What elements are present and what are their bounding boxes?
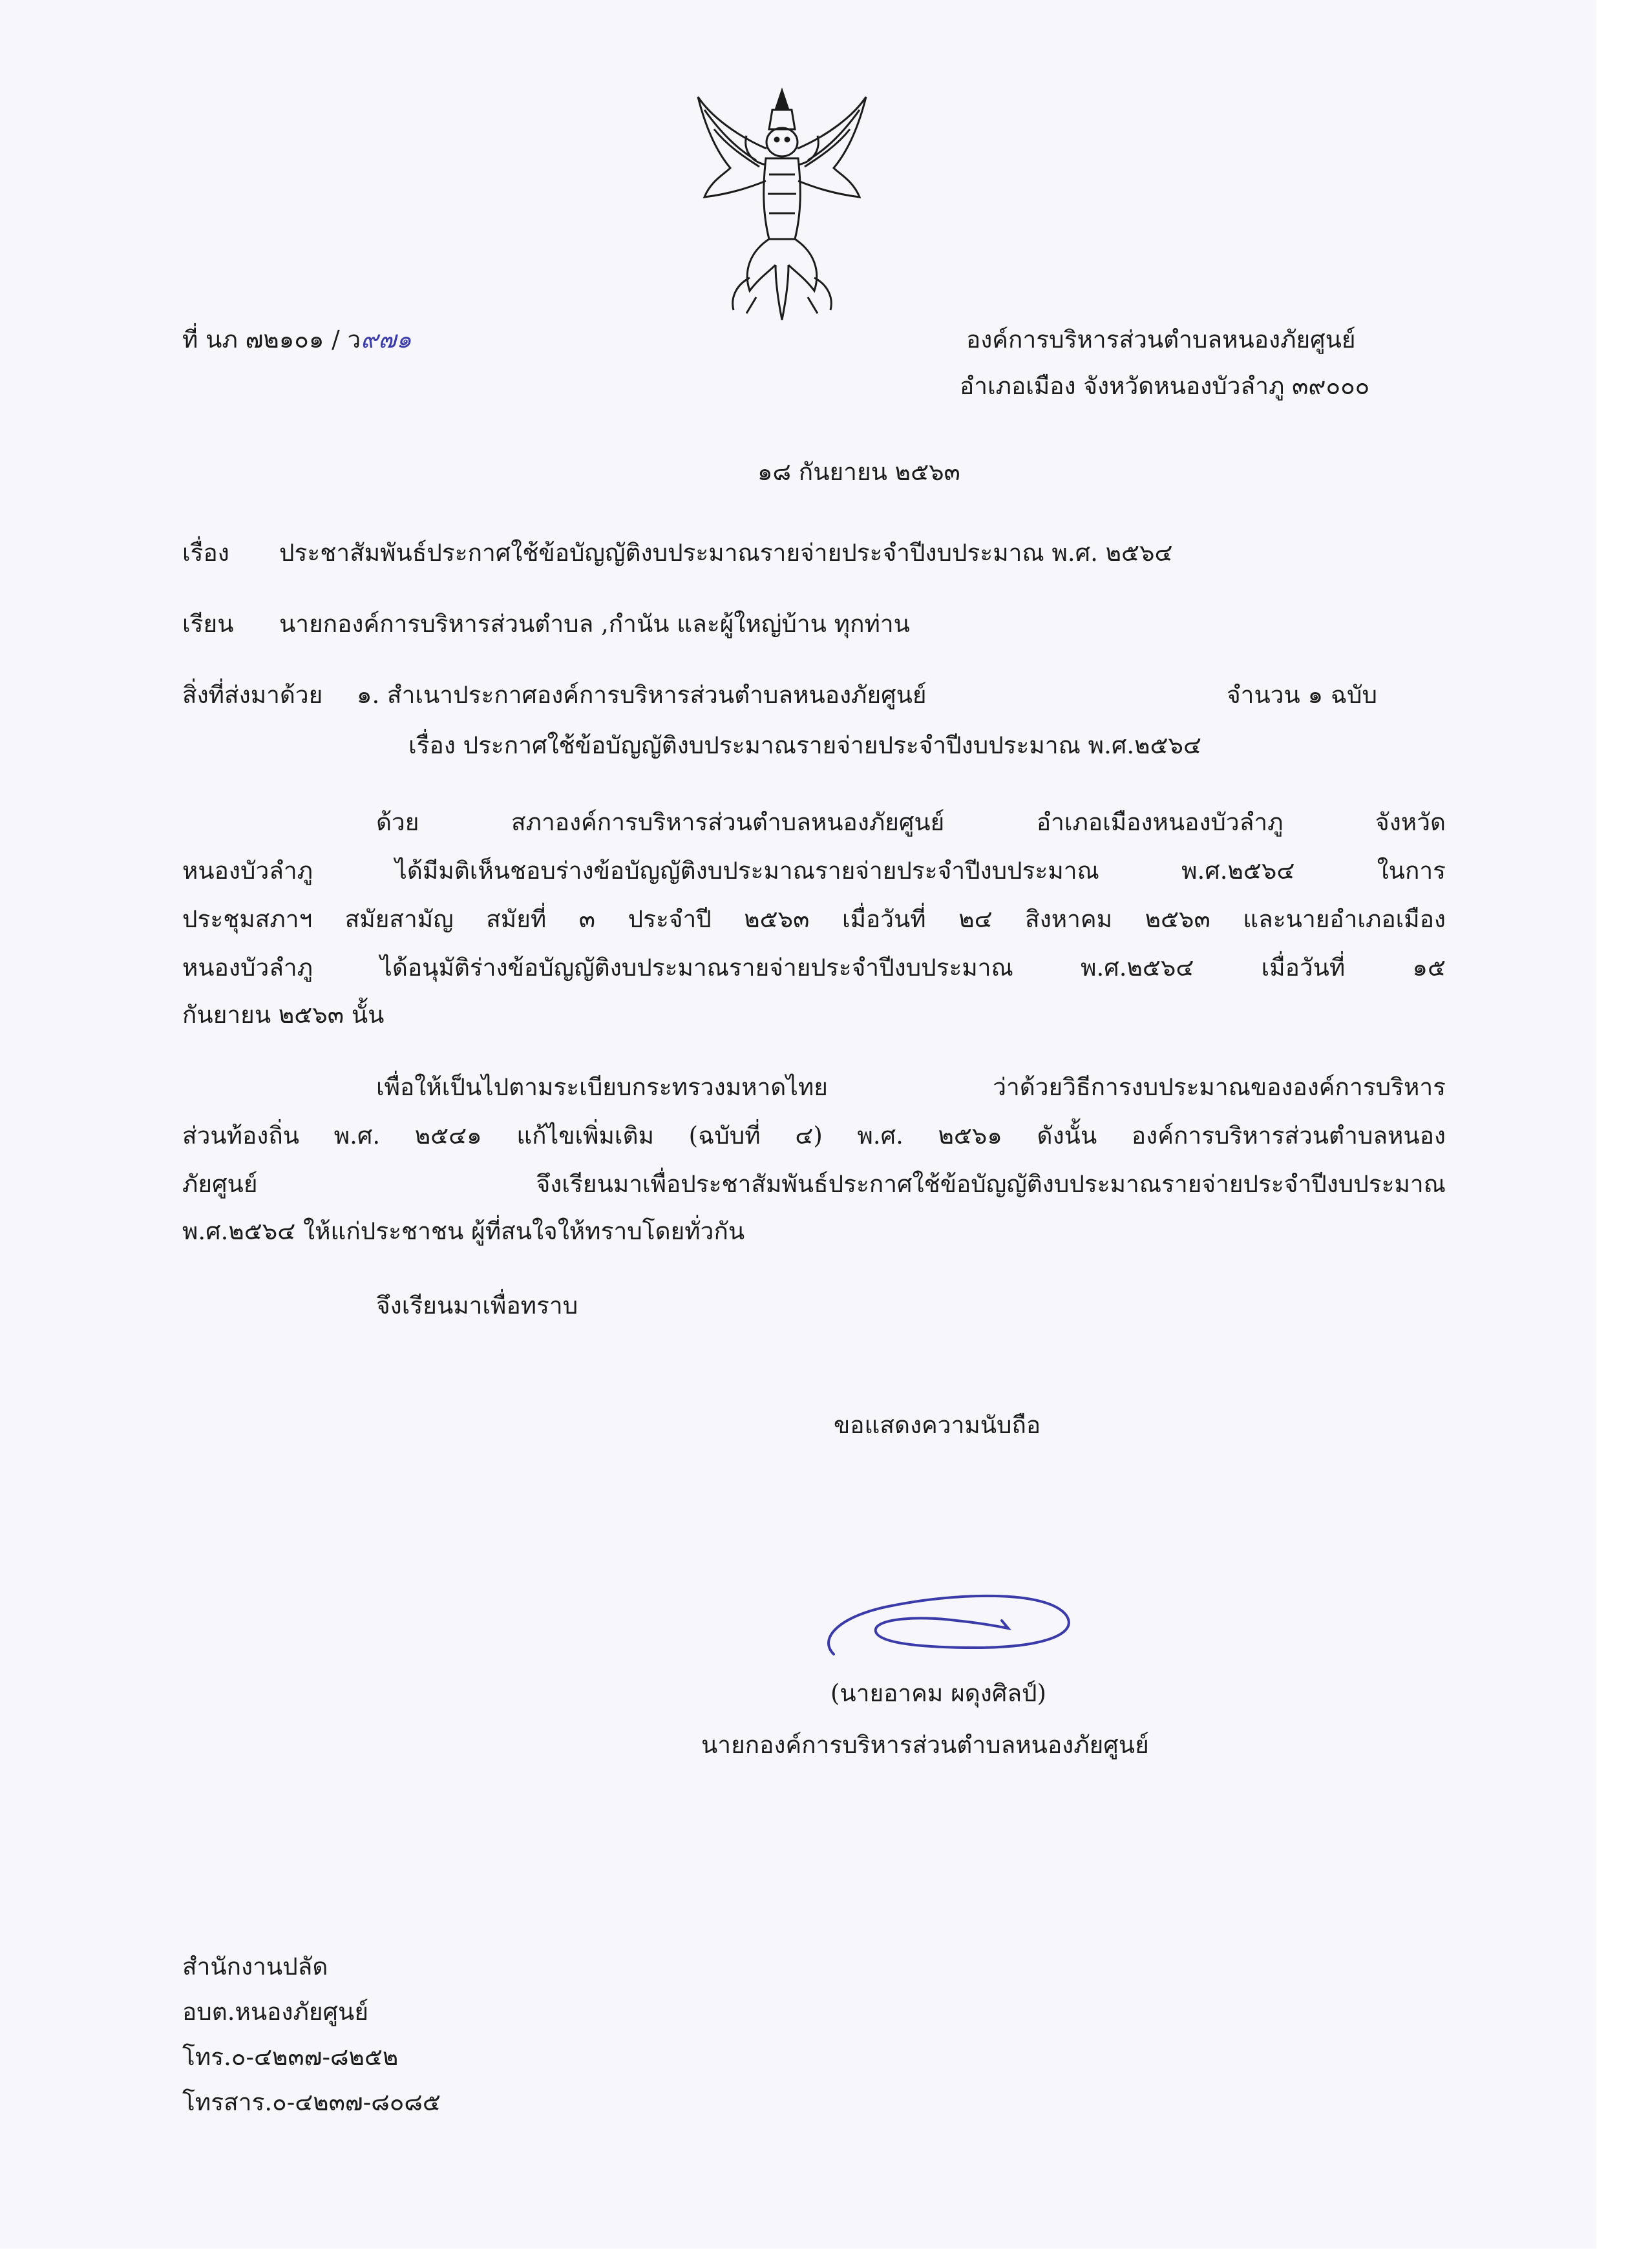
footer-fax: โทรสาร.๐-๔๒๓๗-๘๐๘๕ xyxy=(182,2088,441,2116)
scan-border-right xyxy=(1596,0,1648,2268)
reference-prefix: ที่ นภ ๗๒๑๐๑ / ว xyxy=(182,326,361,353)
recipient-text: นายกองค์การบริหารส่วนตำบล ,กำนัน และผู้ใหญ่บ้าน ทุกท่าน xyxy=(279,610,910,638)
paragraph1-line: ประชุมสภาฯ สมัยสามัญ สมัยที่ ๓ ประจำปี ๒๕๖๓ เมื่อวันที่ ๒๔ สิงหาคม ๒๕๖๓ และนายอำเภอเมือง xyxy=(182,905,1446,933)
paragraph2-line: เพื่อให้เป็นไปตามระเบียบกระทรวงมหาดไทย ว่าด้วยวิธีการงบประมาณขององค์การบริหาร xyxy=(376,1073,1446,1101)
salutation: ขอแสดงความนับถือ xyxy=(834,1411,1041,1439)
signatory-position: นายกองค์การบริหารส่วนตำบลหนองภัยศูนย์ xyxy=(701,1731,1149,1759)
footer-org: อบต.หนองภัยศูนย์ xyxy=(182,1998,368,2026)
paragraph1-line: หนองบัวลำภู ได้อนุมัติร่างข้อบัญญัติงบประมาณรายจ่ายประจำปีงบประมาณ พ.ศ.๒๕๖๔ เมื่อวันที่ ๑๕ xyxy=(182,954,1446,982)
signature-icon xyxy=(814,1577,1086,1674)
subject-label: เรื่อง xyxy=(182,539,229,567)
enclosure-item: ๑. สำเนาประกาศองค์การบริหารส่วนตำบลหนองภัยศูนย์ xyxy=(357,681,927,709)
paragraph2-line: ส่วนท้องถิ่น พ.ศ. ๒๕๔๑ แก้ไขเพิ่มเติม (ฉบับที่ ๔) พ.ศ. ๒๕๖๑ ดังนั้น องค์การบริหารส่วนตำบลหนอง xyxy=(182,1122,1446,1150)
paragraph1-line: ด้วย สภาองค์การบริหารส่วนตำบลหนองภัยศูนย์ อำเภอเมืองหนองบัวลำภู จังหวัด xyxy=(376,808,1446,836)
signatory-name: (นายอาคม ผดุงศิลป์) xyxy=(830,1679,1046,1707)
footer-office: สำนักงานปลัด xyxy=(182,1953,328,1980)
garuda-emblem-icon xyxy=(685,84,879,330)
subject-text: ประชาสัมพันธ์ประกาศใช้ข้อบัญญัติงบประมาณรายจ่ายประจำปีงบประมาณ พ.ศ. ๒๕๖๔ xyxy=(279,539,1173,567)
enclosure-label: สิ่งที่ส่งมาด้วย xyxy=(182,681,323,709)
letter-date: ๑๘ กันยายน ๒๕๖๓ xyxy=(757,458,960,486)
paragraph2-line: ภัยศูนย์ จึงเรียนมาเพื่อประชาสัมพันธ์ประกาศใช้ข้อบัญญัติงบประมาณรายจ่ายประจำปีงบประมาณ xyxy=(182,1170,1446,1198)
footer-phone: โทร.๐-๔๒๓๗-๘๒๕๒ xyxy=(182,2043,399,2071)
reference-number xyxy=(182,323,412,357)
scan-border-bottom xyxy=(0,2249,1648,2268)
organization-address: อำเภอเมือง จังหวัดหนองบัวลำภู ๓๙๐๐๐ xyxy=(960,372,1370,400)
enclosure-quantity: จำนวน ๑ ฉบับ xyxy=(1227,681,1378,709)
reference-number-handwritten: ๙๗๑ xyxy=(361,326,412,353)
enclosure-item-subject: เรื่อง ประกาศใช้ข้อบัญญัติงบประมาณรายจ่ายประจำปีงบประมาณ พ.ศ.๒๕๖๔ xyxy=(408,731,1201,759)
organization-name: องค์การบริหารส่วนตำบลหนองภัยศูนย์ xyxy=(966,326,1356,353)
recipient-label: เรียน xyxy=(182,610,234,638)
closing-text: จึงเรียนมาเพื่อทราบ xyxy=(376,1292,578,1319)
paragraph2-line: พ.ศ.๒๕๖๔ ให้แก่ประชาชน ผู้ที่สนใจให้ทราบโดยทั่วกัน xyxy=(182,1217,745,1245)
paragraph1-line: หนองบัวลำภู ได้มีมติเห็นชอบร่างข้อบัญญัติงบประมาณรายจ่ายประจำปีงบประมาณ พ.ศ.๒๕๖๔ ในการ xyxy=(182,857,1446,885)
paragraph1-line: กันยายน ๒๕๖๓ นั้น xyxy=(182,1001,385,1029)
